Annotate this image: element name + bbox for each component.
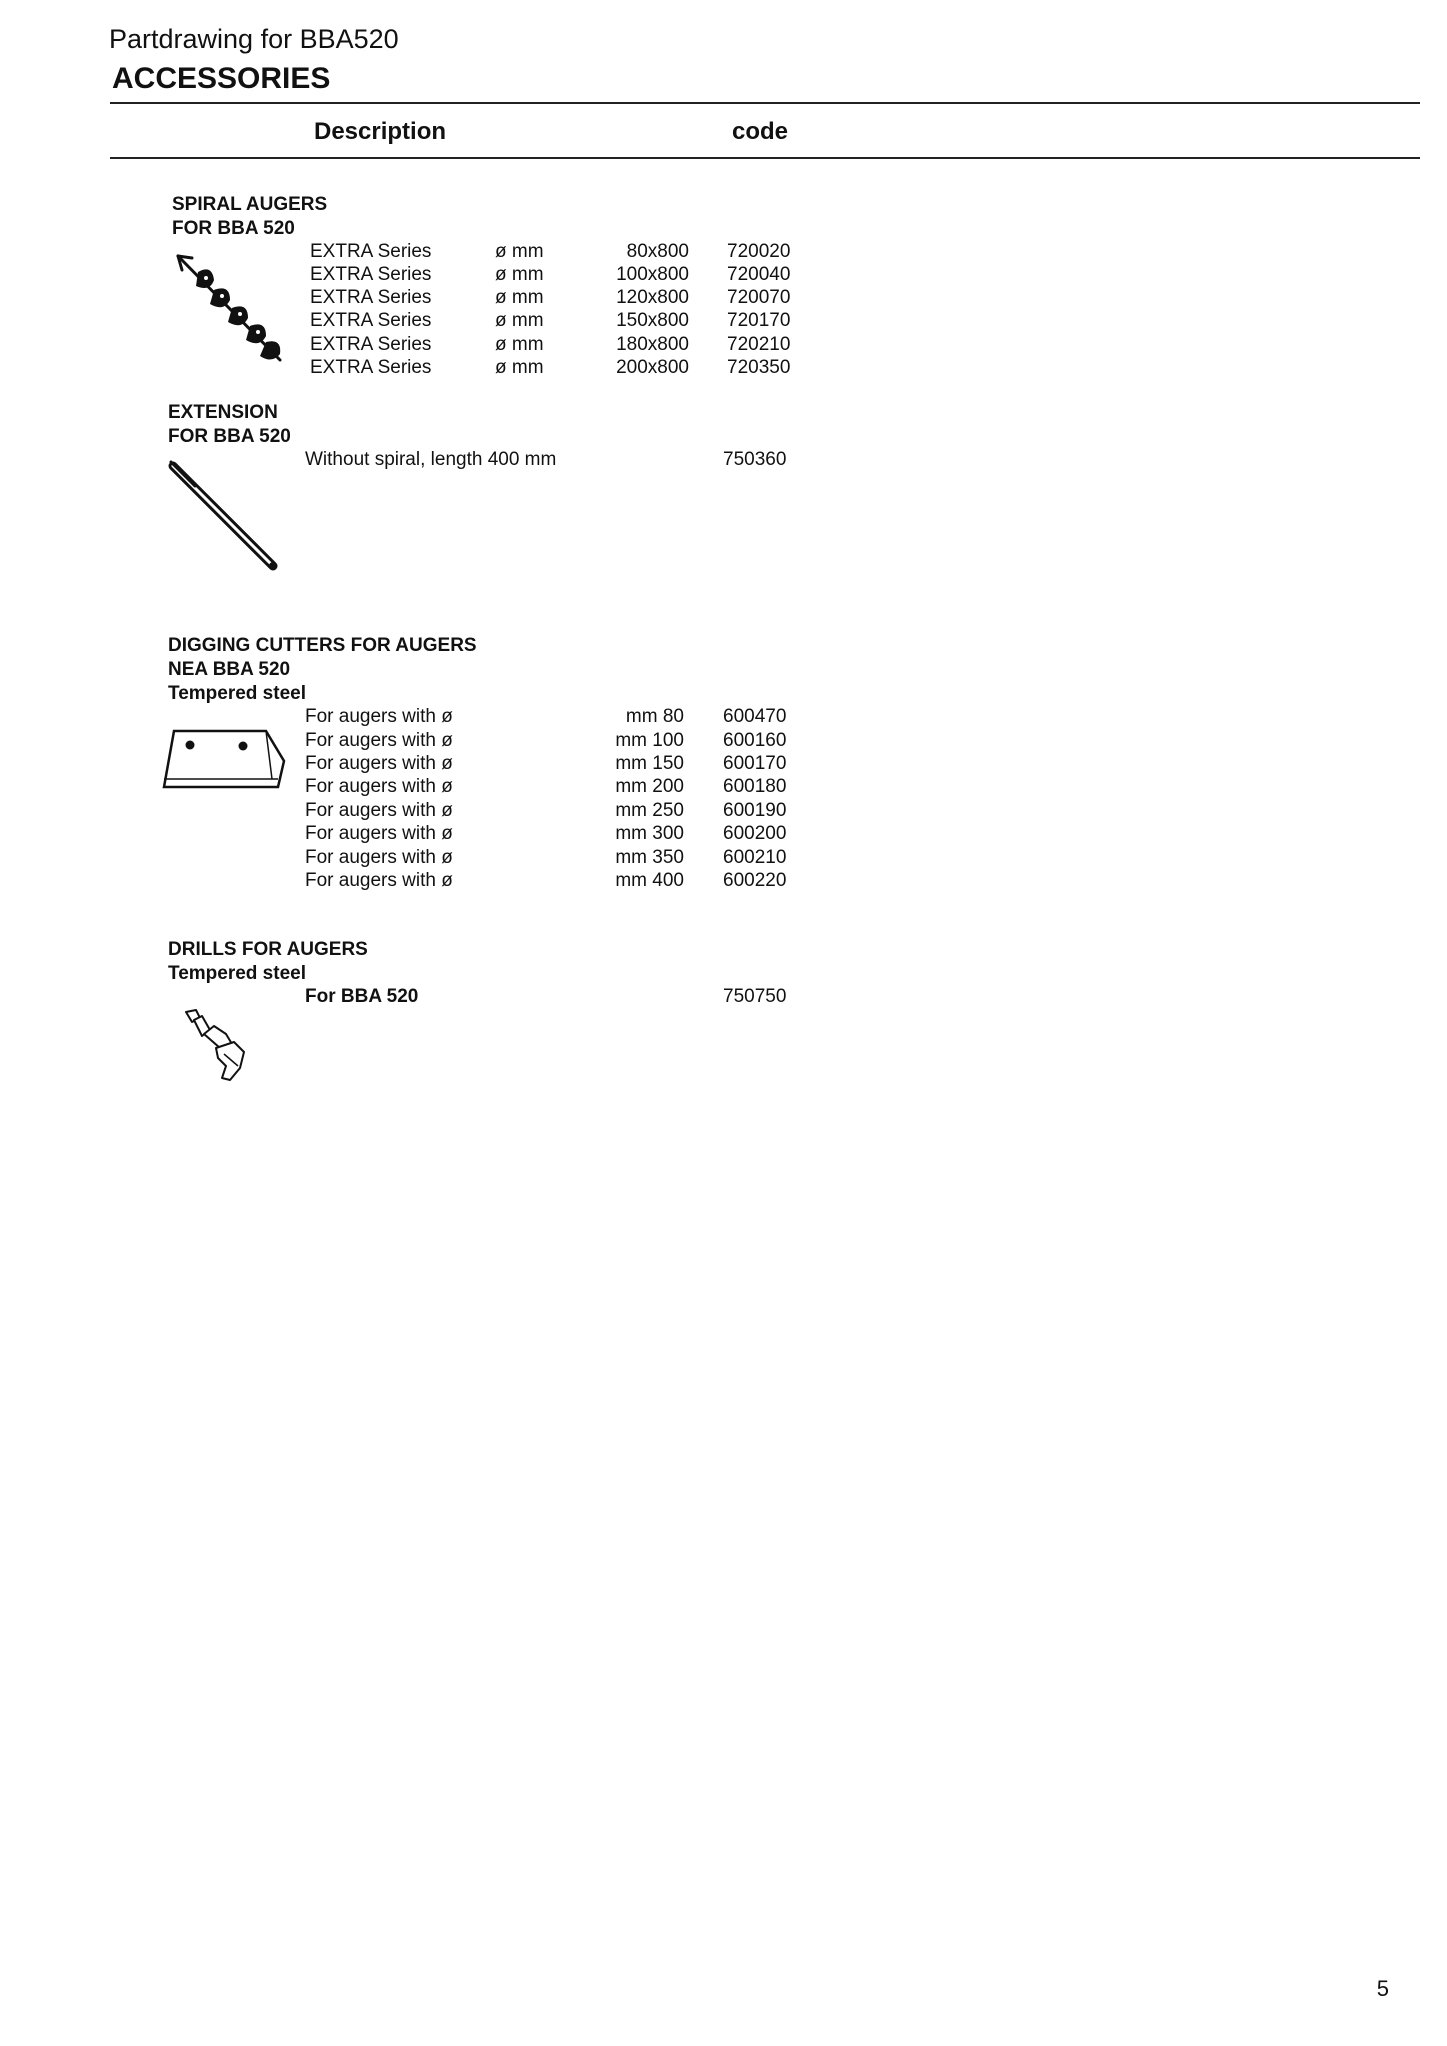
header-rule-top: [110, 102, 1420, 104]
section-title: EXTENSION FOR BBA 520: [168, 402, 291, 447]
section-title: DRILLS FOR AUGERS Tempered steel: [168, 939, 368, 984]
extension-rod-icon: [165, 458, 285, 578]
column-header-description: Description: [314, 118, 447, 145]
spiral-auger-icon: [170, 250, 295, 370]
drill-bit-icon: [180, 1008, 255, 1088]
section-title: DIGGING CUTTERS FOR AUGERS NEA BBA 520 Tempered steel: [168, 635, 477, 704]
page-number: 5: [1376, 1976, 1389, 2001]
cutter-blade-icon: [160, 725, 290, 793]
document-heading: ACCESSORIES: [112, 62, 331, 95]
document-title: Partdrawing for BBA520: [109, 24, 399, 54]
header-rule-bottom: [110, 157, 1420, 159]
section-title: SPIRAL AUGERS FOR BBA 520: [172, 194, 328, 239]
column-header-code: code: [732, 118, 789, 145]
